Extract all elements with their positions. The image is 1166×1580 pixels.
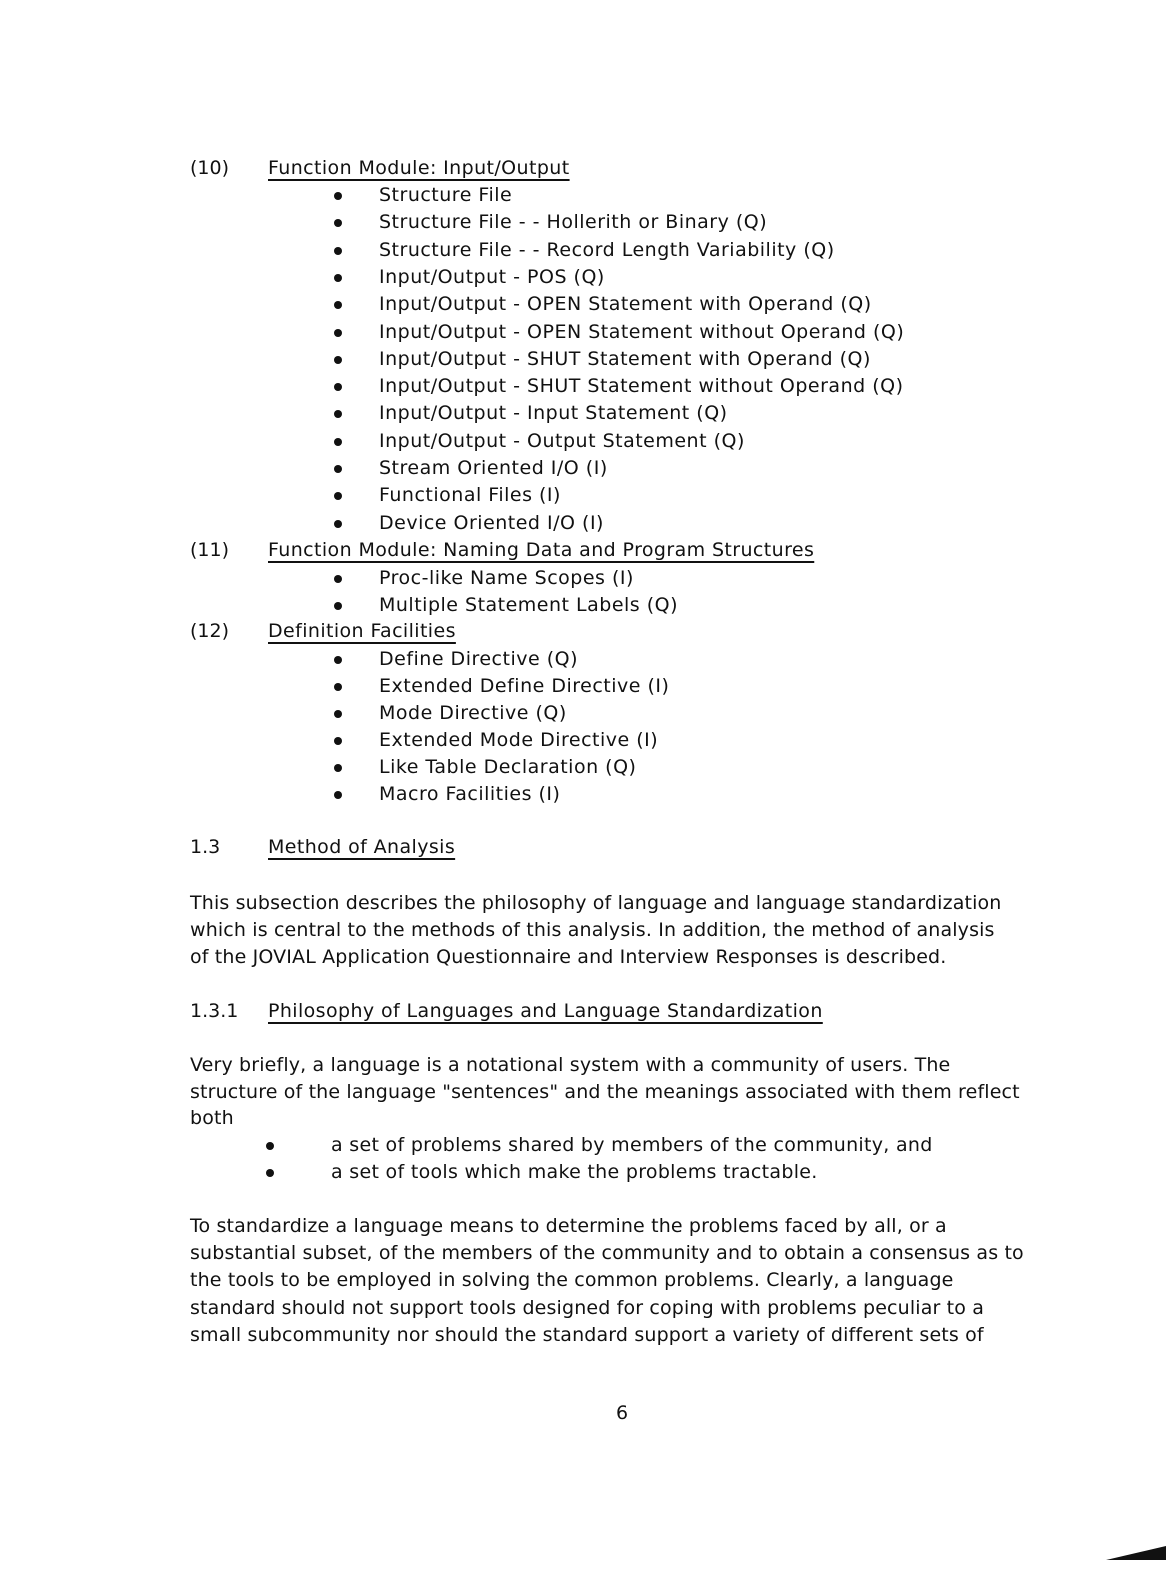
paragraph-line: both [190,1107,234,1129]
bullet-icon [334,791,342,799]
bullet-icon [334,764,342,772]
bullet-text: Macro Facilities (I) [379,783,561,805]
bullet-text: Device Oriented I/O (I) [379,511,604,534]
bullet-icon [334,602,342,610]
bullet-icon [334,192,342,200]
bullet-text: Input/Output - OPEN Statement with Operand (Q) [379,293,872,316]
bullet-icon [334,410,342,418]
paragraph-line: To standardize a language means to determine the problems faced by all, or a [190,1215,947,1237]
bullet-icon [266,1169,274,1177]
section-number: 1.3 [190,836,221,858]
bullet-text: Mode Directive (Q) [379,702,567,724]
section-heading: Function Module: Naming Data and Program Structures [268,539,815,561]
bullet-text: Proc-like Name Scopes (I) [379,567,634,589]
bullet-icon [334,710,342,718]
bullet-text: Input/Output - SHUT Statement with Operand (Q) [379,347,871,370]
bullet-icon [266,1142,274,1150]
bullet-icon [334,356,342,364]
bullet-text: Input/Output - POS (Q) [379,265,605,288]
bullet-icon [334,683,342,691]
bullet-icon [334,274,342,282]
bullet-icon [334,520,342,528]
bullet-text: a set of tools which make the problems tractable. [331,1161,818,1183]
paragraph-line: the tools to be employed in solving the common problems. Clearly, a language [190,1269,954,1291]
bullet-text: Input/Output - Output Statement (Q) [379,429,745,452]
bullet-text: Define Directive (Q) [379,648,578,670]
bullet-text: Multiple Statement Labels (Q) [379,594,679,616]
bullet-text: Extended Define Directive (I) [379,675,670,697]
bullet-icon [334,219,342,227]
scan-corner-mark [1106,1546,1166,1560]
bullet-text: Input/Output - SHUT Statement without Operand (Q) [379,375,904,398]
section-number: (12) [190,620,230,642]
bullet-icon [334,737,342,745]
bullet-icon [334,329,342,337]
bullet-icon [334,383,342,391]
section-heading: Function Module: Input/Output [268,157,570,179]
section-heading: Definition Facilities [268,620,456,642]
paragraph-line: This subsection describes the philosophy of language and language standardization [190,892,1002,914]
bullet-icon [334,656,342,664]
bullet-text: Structure File [379,184,513,206]
paragraph-line: which is central to the methods of this analysis. In addition, the method of analysis [190,919,995,941]
bullet-icon [334,492,342,500]
bullet-icon [334,301,342,309]
bullet-text: Input/Output - Input Statement (Q) [379,402,728,425]
page-number: 6 [616,1402,629,1424]
paragraph-line: standard should not support tools designed for coping with problems peculiar to a [190,1297,984,1319]
bullet-icon [334,575,342,583]
bullet-text: Input/Output - OPEN Statement without Operand (Q) [379,320,905,343]
bullet-icon [334,247,342,255]
bullet-text: a set of problems shared by members of the community, and [331,1134,933,1156]
section-number: 1.3.1 [190,1000,239,1022]
section-number: (11) [190,539,230,561]
paragraph-line: Very briefly, a language is a notational system with a community of users. The [190,1054,951,1076]
section-heading: Method of Analysis [268,836,456,858]
bullet-text: Extended Mode Directive (I) [379,729,659,751]
section-heading: Philosophy of Languages and Language Standardization [268,1000,823,1022]
bullet-text: Like Table Declaration (Q) [379,756,637,778]
paragraph-line: substantial subset, of the members of the community and to obtain a consensus as to [190,1242,1024,1264]
bullet-icon [334,465,342,473]
bullet-icon [334,438,342,446]
paragraph-line: of the JOVIAL Application Questionnaire and Interview Responses is described. [190,946,947,968]
bullet-text: Functional Files (I) [379,484,561,507]
paragraph-line: structure of the language "sentences" and the meanings associated with them reflect [190,1081,1020,1103]
bullet-text: Stream Oriented I/O (I) [379,457,608,479]
section-number: (10) [190,157,230,179]
bullet-text: Structure File - - Record Length Variability (Q) [379,238,835,261]
paragraph-line: small subcommunity nor should the standard support a variety of different sets of [190,1324,984,1346]
bullet-text: Structure File - - Hollerith or Binary (Q) [379,211,768,234]
